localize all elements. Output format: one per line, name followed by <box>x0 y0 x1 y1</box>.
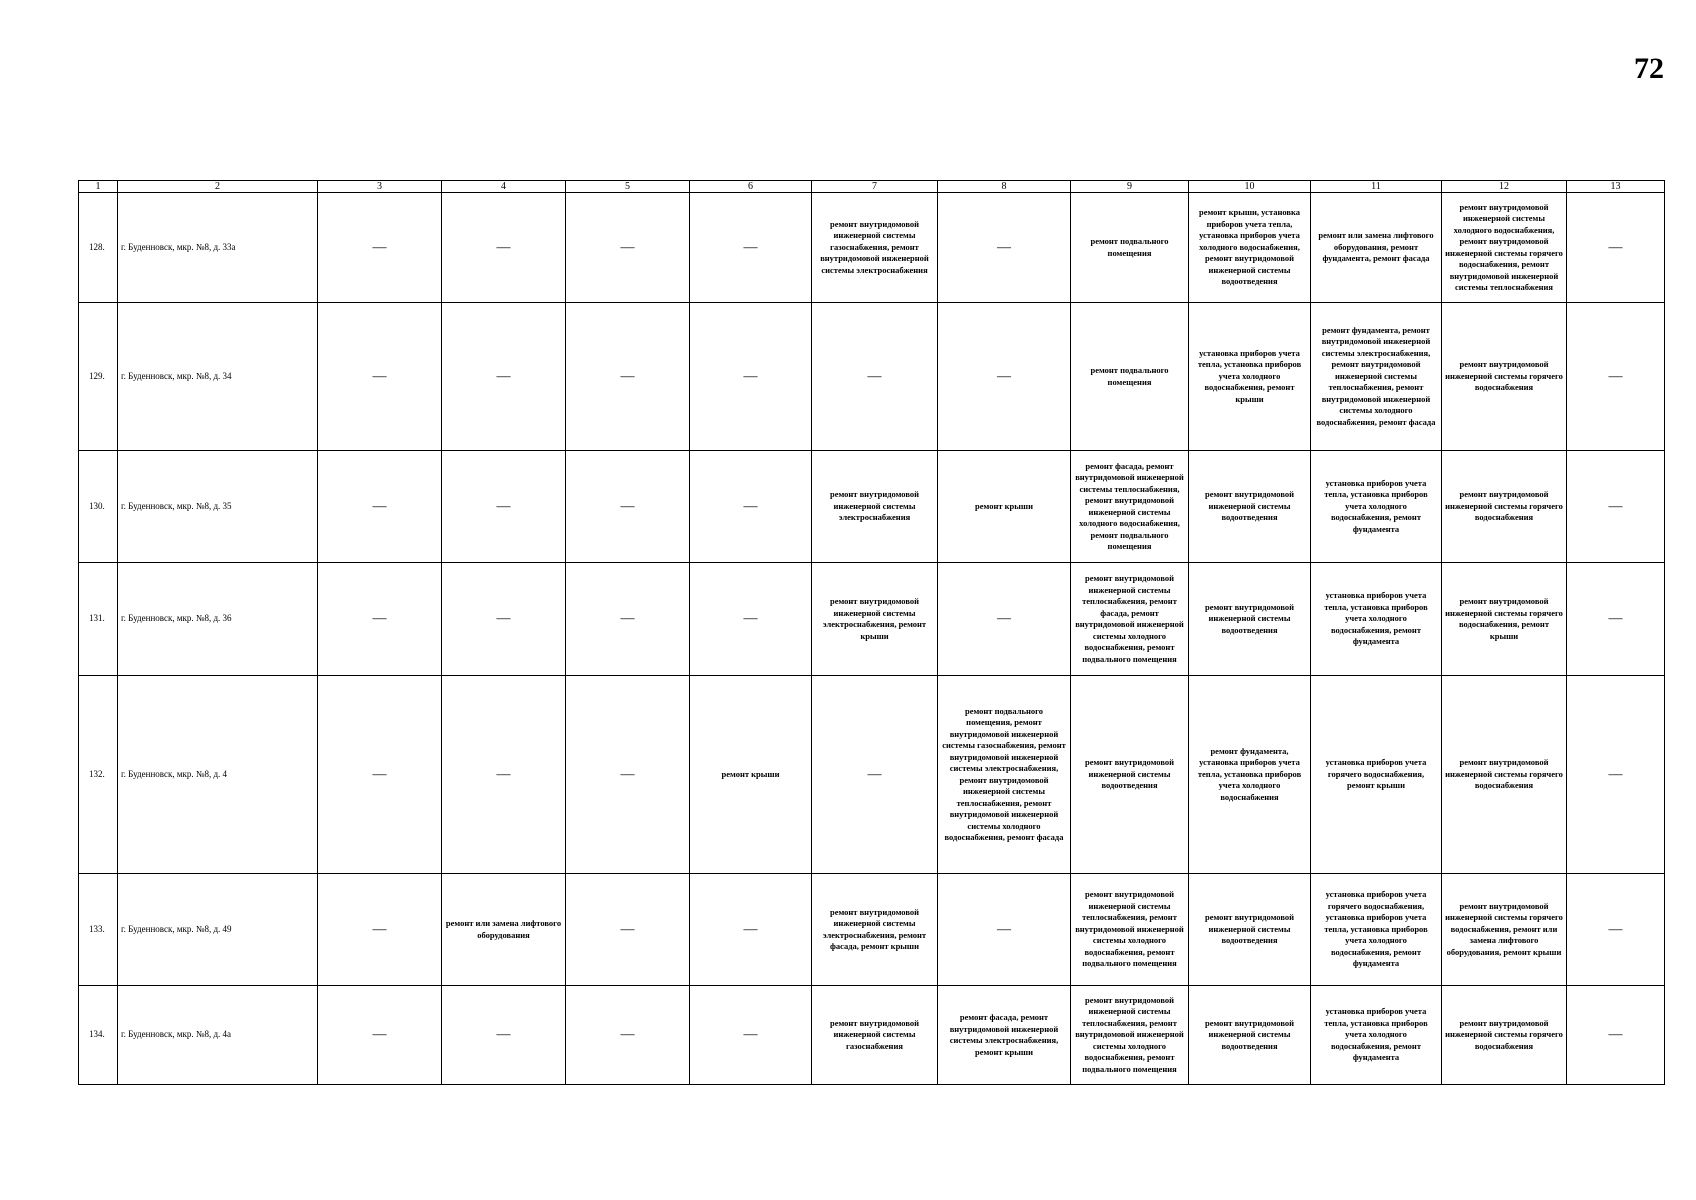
work-cell-col-9: ремонт подвального помещения <box>1071 303 1189 451</box>
work-cell-col-6: — <box>690 451 812 563</box>
table-row <box>79 676 1665 874</box>
work-cell-col-8: — <box>938 563 1071 676</box>
work-cell-col-7: — <box>812 303 938 451</box>
column-header-5: 5 <box>566 181 690 193</box>
work-cell-col-8: ремонт крыши <box>938 451 1071 563</box>
work-cell-col-11: установка приборов учета тепла, установка приборов учета холодного водоснабжения, ремонт фундамента <box>1311 563 1442 676</box>
work-cell-col-5: — <box>566 303 690 451</box>
column-header-11: 11 <box>1311 181 1442 193</box>
work-cell-col-10: ремонт внутридомовой инженерной системы водоотведения <box>1189 563 1311 676</box>
row-number: 129. <box>79 303 118 451</box>
address-cell: г. Буденновск, мкр. №8, д. 4а <box>118 986 318 1085</box>
column-header-6: 6 <box>690 181 812 193</box>
work-cell-col-4: — <box>442 986 566 1085</box>
work-cell-col-3: — <box>318 193 442 303</box>
work-cell-col-11: установка приборов учета тепла, установка приборов учета холодного водоснабжения, ремонт фундамента <box>1311 451 1442 563</box>
work-cell-col-13: — <box>1567 676 1665 874</box>
work-cell-col-12: ремонт внутридомовой инженерной системы горячего водоснабжения <box>1442 676 1567 874</box>
column-header-1: 1 <box>79 181 118 193</box>
work-cell-col-9: ремонт подвального помещения <box>1071 193 1189 303</box>
column-header-10: 10 <box>1189 181 1311 193</box>
column-header-2: 2 <box>118 181 318 193</box>
work-cell-col-10: ремонт внутридомовой инженерной системы водоотведения <box>1189 451 1311 563</box>
table-row <box>79 563 1665 676</box>
work-cell-col-8: ремонт фасада, ремонт внутридомовой инженерной системы электроснабжения, ремонт крыши <box>938 986 1071 1085</box>
row-number: 132. <box>79 676 118 874</box>
work-cell-col-6: — <box>690 193 812 303</box>
work-cell-col-6: — <box>690 563 812 676</box>
address-cell: г. Буденновск, мкр. №8, д. 4 <box>118 676 318 874</box>
work-cell-col-12: ремонт внутридомовой инженерной системы горячего водоснабжения <box>1442 986 1567 1085</box>
work-cell-col-5: — <box>566 676 690 874</box>
work-cell-col-13: — <box>1567 451 1665 563</box>
work-cell-col-9: ремонт внутридомовой инженерной системы теплоснабжения, ремонт внутридомовой инженерной системы холодного водоснабжения, ремонт подвального помещения <box>1071 874 1189 986</box>
work-cell-col-11: установка приборов учета горячего водоснабжения, установка приборов учета тепла, установка приборов учета холодного водоснабжения, ремонт фундамента <box>1311 874 1442 986</box>
work-cell-col-8: — <box>938 303 1071 451</box>
row-number: 130. <box>79 451 118 563</box>
table-row <box>79 193 1665 303</box>
work-cell-col-11: ремонт или замена лифтового оборудования, ремонт фундамента, ремонт фасада <box>1311 193 1442 303</box>
work-cell-col-3: — <box>318 563 442 676</box>
table-row <box>79 986 1665 1085</box>
work-cell-col-4: ремонт или замена лифтового оборудования <box>442 874 566 986</box>
work-cell-col-12: ремонт внутридомовой инженерной системы горячего водоснабжения <box>1442 451 1567 563</box>
work-cell-col-13: — <box>1567 563 1665 676</box>
work-cell-col-9: ремонт фасада, ремонт внутридомовой инженерной системы теплоснабжения, ремонт внутридомовой инженерной системы холодного водоснабжения, ремонт подвального помещения <box>1071 451 1189 563</box>
work-cell-col-6: — <box>690 874 812 986</box>
address-cell: г. Буденновск, мкр. №8, д. 49 <box>118 874 318 986</box>
work-cell-col-10: ремонт внутридомовой инженерной системы водоотведения <box>1189 986 1311 1085</box>
work-cell-col-13: — <box>1567 986 1665 1085</box>
address-cell: г. Буденновск, мкр. №8, д. 33а <box>118 193 318 303</box>
column-header-3: 3 <box>318 181 442 193</box>
work-cell-col-11: установка приборов учета горячего водоснабжения, ремонт крыши <box>1311 676 1442 874</box>
work-cell-col-5: — <box>566 874 690 986</box>
work-cell-col-3: — <box>318 874 442 986</box>
work-cell-col-6: — <box>690 303 812 451</box>
work-cell-col-10: ремонт внутридомовой инженерной системы водоотведения <box>1189 874 1311 986</box>
work-cell-col-10: ремонт крыши, установка приборов учета тепла, установка приборов учета холодного водоснабжения, ремонт внутридомовой инженерной системы водоотведения <box>1189 193 1311 303</box>
work-cell-col-8: — <box>938 874 1071 986</box>
repair-schedule-table <box>78 180 1665 1085</box>
work-cell-col-12: ремонт внутридомовой инженерной системы горячего водоснабжения, ремонт крыши <box>1442 563 1567 676</box>
row-number: 134. <box>79 986 118 1085</box>
work-cell-col-10: ремонт фундамента, установка приборов учета тепла, установка приборов учета холодного водоснабжения <box>1189 676 1311 874</box>
address-cell: г. Буденновск, мкр. №8, д. 35 <box>118 451 318 563</box>
work-cell-col-4: — <box>442 303 566 451</box>
column-header-8: 8 <box>938 181 1071 193</box>
work-cell-col-13: — <box>1567 193 1665 303</box>
work-cell-col-7: — <box>812 676 938 874</box>
table-row <box>79 874 1665 986</box>
row-number: 128. <box>79 193 118 303</box>
work-cell-col-11: ремонт фундамента, ремонт внутридомовой инженерной системы электроснабжения, ремонт внутридомовой инженерной системы теплоснабжения, ремонт внутридомовой инженерной системы холодного водоснабжения, ремонт фасада <box>1311 303 1442 451</box>
work-cell-col-3: — <box>318 676 442 874</box>
work-cell-col-8: — <box>938 193 1071 303</box>
work-cell-col-3: — <box>318 451 442 563</box>
column-header-9: 9 <box>1071 181 1189 193</box>
work-cell-col-12: ремонт внутридомовой инженерной системы горячего водоснабжения <box>1442 303 1567 451</box>
address-cell: г. Буденновск, мкр. №8, д. 36 <box>118 563 318 676</box>
work-cell-col-11: установка приборов учета тепла, установка приборов учета холодного водоснабжения, ремонт фундамента <box>1311 986 1442 1085</box>
table-row <box>79 303 1665 451</box>
row-number: 131. <box>79 563 118 676</box>
work-cell-col-7: ремонт внутридомовой инженерной системы газоснабжения <box>812 986 938 1085</box>
work-cell-col-7: ремонт внутридомовой инженерной системы электроснабжения, ремонт фасада, ремонт крыши <box>812 874 938 986</box>
table-row <box>79 451 1665 563</box>
work-cell-col-6: ремонт крыши <box>690 676 812 874</box>
column-header-13: 13 <box>1567 181 1665 193</box>
address-cell: г. Буденновск, мкр. №8, д. 34 <box>118 303 318 451</box>
work-cell-col-3: — <box>318 303 442 451</box>
work-cell-col-5: — <box>566 563 690 676</box>
work-cell-col-7: ремонт внутридомовой инженерной системы электроснабжения <box>812 451 938 563</box>
column-header-12: 12 <box>1442 181 1567 193</box>
work-cell-col-4: — <box>442 563 566 676</box>
work-cell-col-9: ремонт внутридомовой инженерной системы теплоснабжения, ремонт внутридомовой инженерной системы холодного водоснабжения, ремонт подвального помещения <box>1071 986 1189 1085</box>
work-cell-col-5: — <box>566 986 690 1085</box>
work-cell-col-7: ремонт внутридомовой инженерной системы электроснабжения, ремонт крыши <box>812 563 938 676</box>
column-header-7: 7 <box>812 181 938 193</box>
page-number: 72 <box>1634 52 1664 85</box>
work-cell-col-12: ремонт внутридомовой инженерной системы холодного водоснабжения, ремонт внутридомовой инженерной системы горячего водоснабжения, ремонт внутридомовой инженерной системы теплоснабжения <box>1442 193 1567 303</box>
work-cell-col-10: установка приборов учета тепла, установка приборов учета холодного водоснабжения, ремонт крыши <box>1189 303 1311 451</box>
work-cell-col-4: — <box>442 676 566 874</box>
work-cell-col-8: ремонт подвального помещения, ремонт внутридомовой инженерной системы газоснабжения, ремонт внутридомовой инженерной системы электроснабжения, ремонт внутридомовой инженерной системы теплоснабжения, ремонт внутридомовой инженерной системы холодного водоснабжения, ремонт фасада <box>938 676 1071 874</box>
column-number-row <box>79 181 1665 193</box>
row-number: 133. <box>79 874 118 986</box>
work-cell-col-13: — <box>1567 303 1665 451</box>
work-cell-col-6: — <box>690 986 812 1085</box>
work-cell-col-9: ремонт внутридомовой инженерной системы водоотведения <box>1071 676 1189 874</box>
column-header-4: 4 <box>442 181 566 193</box>
work-cell-col-9: ремонт внутридомовой инженерной системы теплоснабжения, ремонт фасада, ремонт внутридомовой инженерной системы холодного водоснабжения, ремонт подвального помещения <box>1071 563 1189 676</box>
work-cell-col-5: — <box>566 193 690 303</box>
work-cell-col-3: — <box>318 986 442 1085</box>
work-cell-col-4: — <box>442 451 566 563</box>
work-cell-col-13: — <box>1567 874 1665 986</box>
work-cell-col-5: — <box>566 451 690 563</box>
work-cell-col-12: ремонт внутридомовой инженерной системы горячего водоснабжения, ремонт или замена лифтового оборудования, ремонт крыши <box>1442 874 1567 986</box>
work-cell-col-7: ремонт внутридомовой инженерной системы газоснабжения, ремонт внутридомовой инженерной системы электроснабжения <box>812 193 938 303</box>
work-cell-col-4: — <box>442 193 566 303</box>
